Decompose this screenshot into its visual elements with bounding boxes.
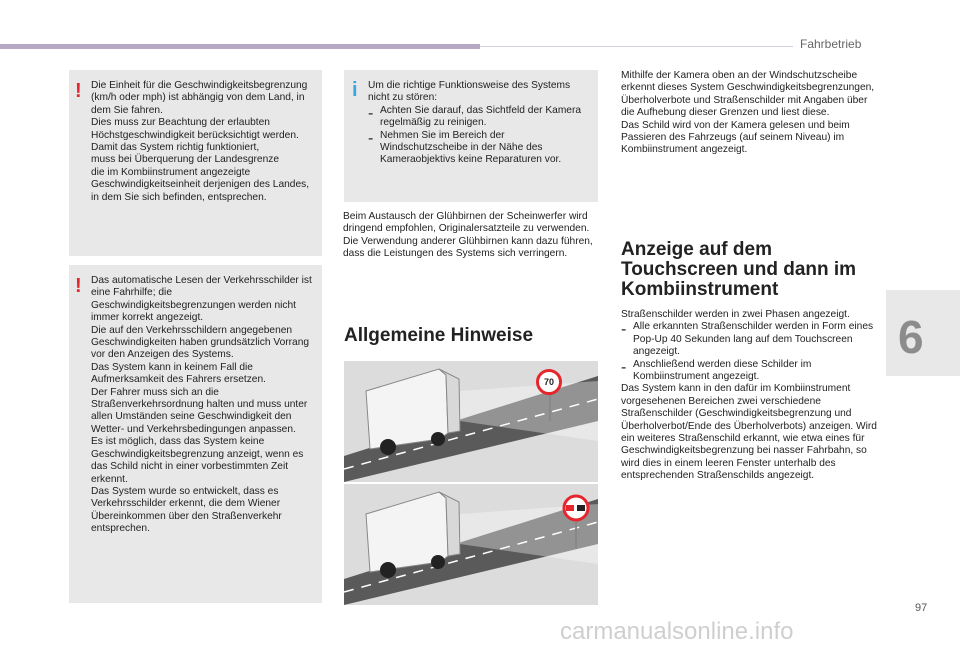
warning-box-reading bbox=[69, 265, 322, 603]
warning-text-reading: Das automatische Lesen der Verkehrsschilder ist eine Fahrhilfe; die Geschwindigkeitsbegrenzungen werden nicht immer korrekt angezeigt. Die auf den Verkehrsschildern angegebenen Geschwindigkeiten haben grundsätzlich Vorrang vor den Anzeigen des Systems. Das System kann in keinem Fall die Aufmerksamkeit des Fahrers ersetzen. Der Fahrer muss sich an die Straßenverkehrsordnung halten und muss unter allen Umständen seine Geschwindigkeit den Wetter- und Verkehrsbedingungen anpassen. Es ist möglich, dass das System keine Geschwindigkeitsbegrenzung anzeigt, wenn es das Schild nicht in einer vorbestimmten Zeit erkennt. Das System wurde so entwickelt, dass es Verkehrsschilder erkennt, die dem Wiener Übereinkommen über den Straßenverkehr entsprechen. bbox=[91, 275, 312, 535]
heading-display: Anzeige auf dem Touchscreen und dann im Kombiinstrument bbox=[621, 239, 857, 300]
page-number: 97 bbox=[915, 602, 928, 614]
van-illustration-svg bbox=[344, 484, 598, 605]
heading-general-notes: Allgemeine Hinweise bbox=[344, 325, 534, 346]
bulb-paragraph: Beim Austausch der Glühbirnen der Scheinwerfer wird dringend empfohlen, Originalersatzteile zu verwenden. Die Verwendung anderer Glühbirnen kann dazu führen, dass die Leistungen des Systems sich verringern. bbox=[343, 211, 593, 260]
info-intro: Um die richtige Funktionsweise des Systems nicht zu stören: bbox=[368, 80, 571, 104]
display-outro: Das System kann in den dafür im Kombiinstrument vorgesehenen Bereichen zwei verschiedene Straßenschilder (Geschwindigkeitsbegrenzung und Überholverbot/Ende des Überholverbots) anzeigen. Wird ein weiteres Straßenschild erkannt, wie etwa eines für Geschwindigkeitsbegrenzung bei nasser Fahrbahn, so wird dies in einem leeren Fenster unterhalb des entsprechenden Straßenschilds angezeigt. bbox=[621, 383, 877, 482]
phase-bullet: - Anschließend werden diese Schilder im Kombiinstrument angezeigt. bbox=[621, 358, 812, 383]
chapter-number: 6 bbox=[898, 311, 924, 363]
info-bullet: - Achten Sie darauf, das Sichtfeld der Kamera regelmäßig zu reinigen. bbox=[368, 104, 582, 129]
section-title: Fahrbetrieb bbox=[800, 37, 862, 51]
watermark: carmanualsonline.info bbox=[560, 618, 794, 645]
camera-intro-paragraph: Mithilfe der Kamera oben an der Windschutzscheibe erkennt dieses System Geschwindigkeitsbegrenzungen, Überholverbote und Straßenschilder mit Angaben über die Aufhebung dieser Grenzen und liest diese. Das Schild wird von der Kamera gelesen und beim Passieren des Fahrzeugs (auf seinem Niveau) im Kombiinstrument angezeigt. bbox=[621, 70, 875, 156]
info-bullet: - Nehmen Sie im Bereich der Windschutzscheibe in der Nähe des Kameraobjektivs keine Reparaturen vor. bbox=[368, 129, 562, 166]
header-rule bbox=[480, 46, 793, 47]
no-overtaking-sign-icon bbox=[564, 496, 588, 520]
van-speed-sign-illustration bbox=[344, 361, 598, 482]
phase-bullet: - Alle erkannten Straßenschilder werden in Form eines Pop-Up 40 Sekunden lang auf dem Touchscreen angezeigt. bbox=[621, 321, 874, 358]
speed-limit-sign: 70 bbox=[536, 369, 562, 395]
display-phases-text: Straßenschilder werden in zwei Phasen angezeigt. - Alle erkannten Straßenschilder werden in Form eines Pop-Up 40 Sekunden lang auf dem Touchscreen angezeigt. - Anschließend werden diese Schilder im Kombiinstrument angezeigt. Das System kann in den dafür im Kombiinstrument vorgesehenen Bereichen zwei verschiedene Straßenschilder (Geschwindigkeitsbegrenzung und Überholverbot/Ende des Überholverbots) anzeigen. Wird ein weiteres Straßenschild erkannt, wie etwa eines für Geschwindigkeitsbegrenzung bei nasser Fahrbahn, so wird dies in einem leeren Fenster unterhalb des entsprechenden Straßenschilds angezeigt. bbox=[621, 309, 881, 483]
header-accent-bar bbox=[0, 44, 480, 49]
van-overtaking-sign-illustration bbox=[344, 484, 598, 605]
warning-exclamation-icon: ! bbox=[75, 275, 82, 297]
warning-box-units bbox=[69, 70, 322, 256]
warning-text-units: Die Einheit für die Geschwindigkeitsbegrenzung (km/h oder mph) ist abhängig von dem Land, in dem Sie fahren. Dies muss zur Beachtung der erlaubten Höchstgeschwindigkeit berücksichtigt werden. Damit das System richtig funktioniert, muss bei Überquerung der Landesgrenze die im Kombiinstrument angezeigte Geschwindigkeitseinheit derjenigen des Landes, in dem Sie sich befinden, entsprechen. bbox=[91, 80, 310, 203]
warning-exclamation-icon: ! bbox=[75, 80, 82, 102]
info-box-camera bbox=[344, 70, 598, 202]
info-icon: i bbox=[352, 79, 358, 101]
